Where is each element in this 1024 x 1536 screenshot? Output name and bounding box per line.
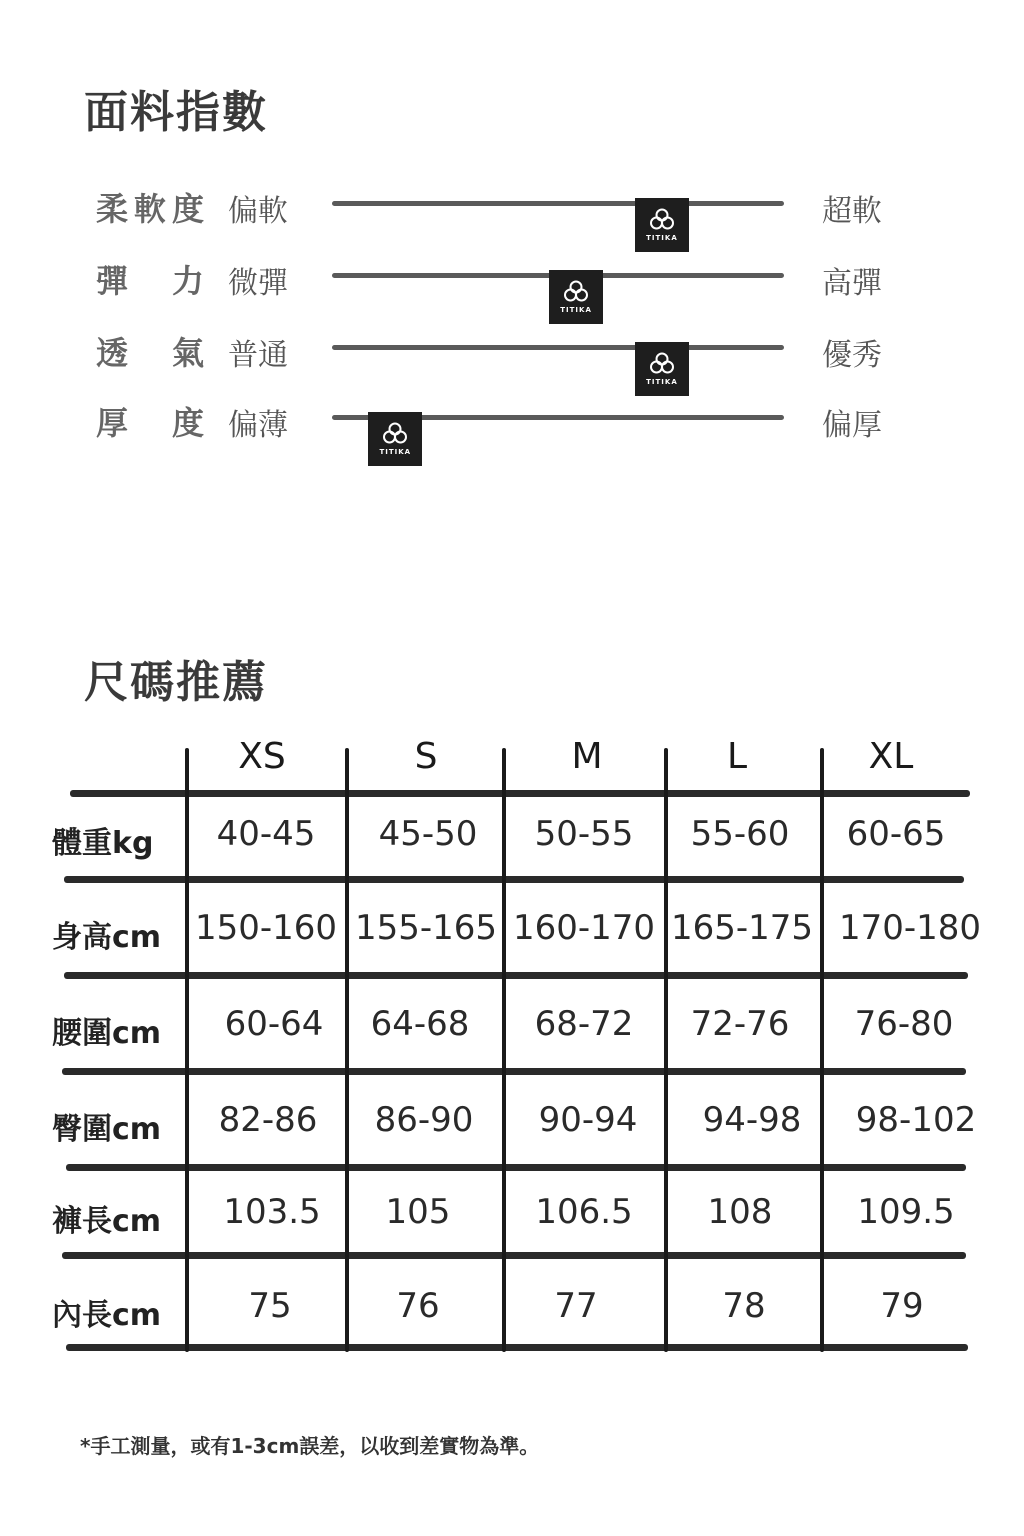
row-label-weight: 體重kg xyxy=(52,826,154,861)
table-rule xyxy=(70,790,970,797)
size-recommendation-title: 尺碼推薦 xyxy=(84,657,268,708)
table-cell: 40-45 xyxy=(216,814,316,854)
fabric-row-softness xyxy=(0,178,1024,242)
fabric-row-breathability xyxy=(0,322,1024,386)
table-cell: 50-55 xyxy=(534,814,634,854)
table-rule xyxy=(66,1164,966,1171)
table-cell: 78 xyxy=(722,1286,766,1326)
fabric-right-value: 超軟 xyxy=(822,194,882,229)
brand-text: TITIKA xyxy=(379,448,412,456)
size-header-l: L xyxy=(726,736,748,777)
fabric-left-value: 偏軟 xyxy=(228,194,288,229)
table-cell: 76-80 xyxy=(854,1004,954,1044)
table-cell: 109.5 xyxy=(857,1192,955,1232)
fabric-index-title: 面料指數 xyxy=(84,87,268,138)
fabric-left-value: 普通 xyxy=(228,338,288,373)
table-rule xyxy=(64,972,968,979)
table-cell: 165-175 xyxy=(670,908,814,948)
fabric-track xyxy=(332,273,784,314)
table-cell: 150-160 xyxy=(194,908,338,948)
table-cell: 170-180 xyxy=(838,908,982,948)
fabric-row-elasticity xyxy=(0,250,1024,314)
trefoil-logo-icon xyxy=(563,280,589,304)
size-header-xs: XS xyxy=(238,736,286,777)
table-cell: 82-86 xyxy=(218,1100,318,1140)
brand-text: TITIKA xyxy=(560,306,592,314)
table-cell: 60-65 xyxy=(846,814,946,854)
table-cell: 55-60 xyxy=(690,814,790,854)
brand-marker xyxy=(635,342,689,396)
table-cell: 90-94 xyxy=(538,1100,638,1140)
size-header-xl: XL xyxy=(868,736,914,777)
table-cell: 79 xyxy=(880,1286,924,1326)
table-cell: 108 xyxy=(707,1192,773,1232)
table-divider xyxy=(345,748,349,1352)
fabric-left-value: 微彈 xyxy=(228,266,288,301)
brand-marker xyxy=(549,270,603,324)
table-cell: 98-102 xyxy=(855,1100,977,1140)
fabric-label: 柔軟度 xyxy=(96,190,204,228)
brand-marker xyxy=(635,198,689,252)
table-cell: 86-90 xyxy=(374,1100,474,1140)
row-label-height: 身高cm xyxy=(52,920,162,955)
table-rule xyxy=(66,1344,968,1351)
table-cell: 160-170 xyxy=(512,908,656,948)
size-header-s: S xyxy=(414,736,438,777)
fabric-right-value: 偏厚 xyxy=(822,408,882,443)
table-cell: 76 xyxy=(396,1286,440,1326)
fabric-track xyxy=(332,201,784,242)
trefoil-logo-icon xyxy=(649,208,675,232)
table-cell: 77 xyxy=(554,1286,598,1326)
fabric-label: 彈力 xyxy=(96,262,204,300)
table-cell: 45-50 xyxy=(378,814,478,854)
fabric-right-value: 優秀 xyxy=(822,338,882,373)
fabric-track xyxy=(332,345,784,386)
fabric-track xyxy=(332,415,784,456)
table-cell: 155-165 xyxy=(354,908,498,948)
table-rule xyxy=(62,1252,966,1259)
trefoil-logo-icon xyxy=(382,422,408,446)
row-label-waist: 腰圍cm xyxy=(52,1016,162,1051)
brand-text: TITIKA xyxy=(646,234,678,242)
table-cell: 60-64 xyxy=(224,1004,324,1044)
fabric-label: 厚度 xyxy=(96,404,204,442)
row-label-inseam: 內長cm xyxy=(52,1298,162,1333)
brand-marker xyxy=(368,412,422,466)
table-cell: 72-76 xyxy=(690,1004,790,1044)
row-label-hip: 臀圍cm xyxy=(52,1112,162,1147)
fabric-right-value: 高彈 xyxy=(822,266,882,301)
table-rule xyxy=(62,1068,966,1075)
measurement-note: *手工測量，或有1-3cm誤差，以收到差實物為準。 xyxy=(80,1434,540,1458)
table-rule xyxy=(64,876,964,883)
table-cell: 64-68 xyxy=(370,1004,470,1044)
fabric-row-thickness xyxy=(0,392,1024,456)
fabric-left-value: 偏薄 xyxy=(228,408,288,443)
table-cell: 75 xyxy=(248,1286,292,1326)
table-cell: 105 xyxy=(385,1192,451,1232)
size-header-m: M xyxy=(571,736,603,777)
fabric-label: 透氣 xyxy=(96,334,204,372)
table-cell: 106.5 xyxy=(535,1192,633,1232)
table-cell: 103.5 xyxy=(223,1192,321,1232)
table-cell: 94-98 xyxy=(702,1100,802,1140)
brand-text: TITIKA xyxy=(646,378,678,386)
trefoil-logo-icon xyxy=(649,352,675,376)
table-cell: 68-72 xyxy=(534,1004,634,1044)
row-label-pants-length: 褲長cm xyxy=(52,1204,162,1239)
